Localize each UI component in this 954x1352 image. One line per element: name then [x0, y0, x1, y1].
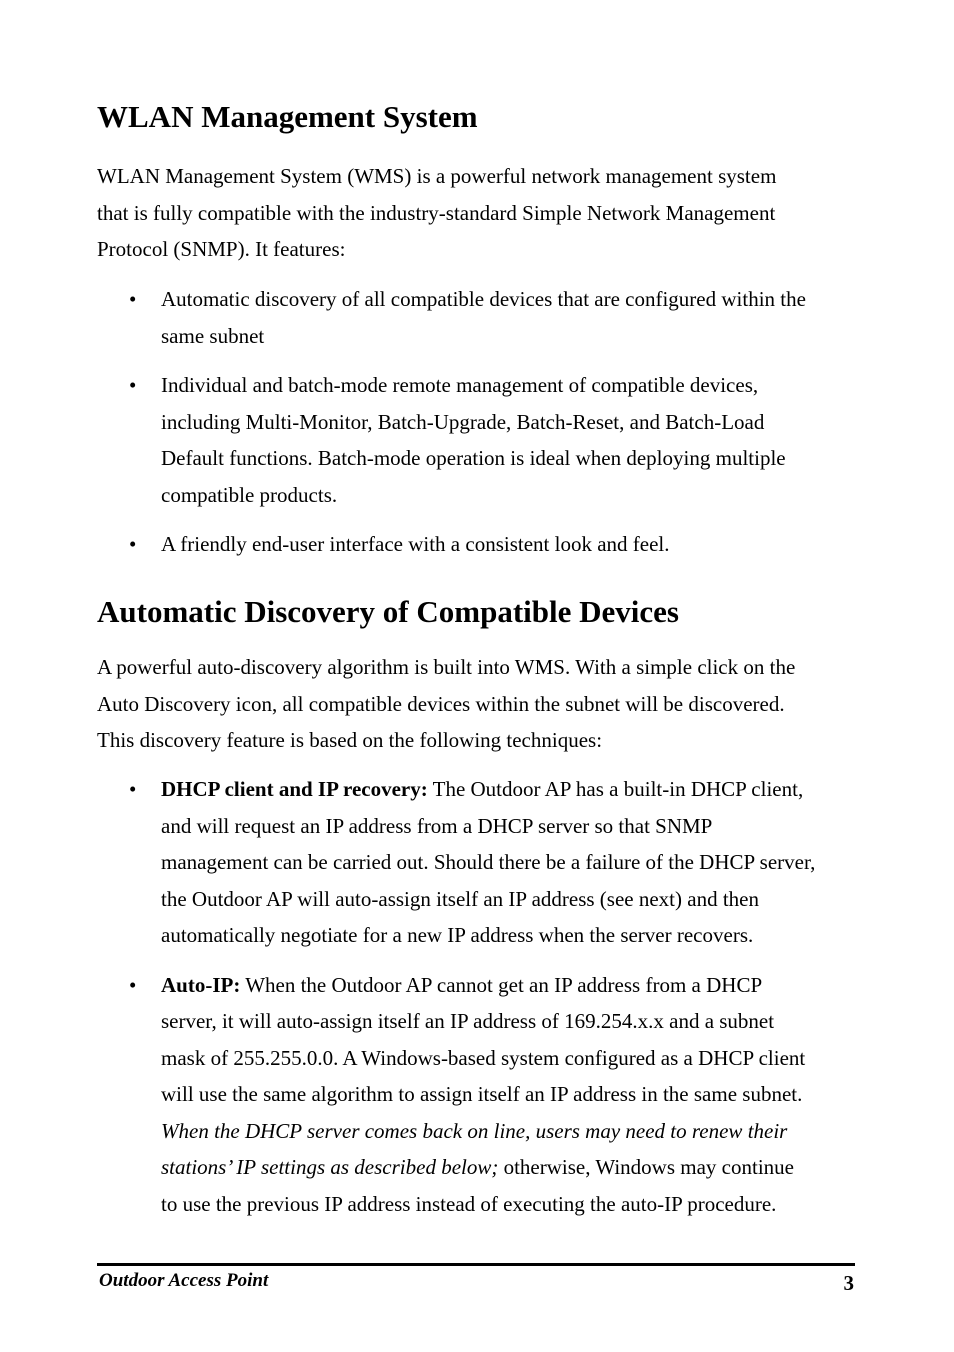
italic-note-line: stations’ IP settings as described below;	[161, 1155, 499, 1179]
wms-features-list	[161, 281, 871, 576]
text-line: This discovery feature is based on the following techniques:	[97, 728, 603, 752]
discovery-intro-paragraph	[97, 649, 867, 759]
text-line: otherwise, Windows may continue	[498, 1155, 794, 1179]
text-line: Auto Discovery icon, all compatible devices within the subnet will be discovered.	[97, 691, 785, 716]
text-line: management can be carried out. Should there be a failure of the DHCP server,	[161, 850, 816, 874]
text-line: and will request an IP address from a DHCP server so that SNMP	[161, 813, 713, 838]
text-line: When the Outdoor AP cannot get an IP address from a DHCP	[240, 972, 763, 997]
auto-ip-term: Auto-IP:	[161, 972, 241, 997]
text-line: The Outdoor AP has a built-in DHCP client,	[427, 777, 804, 801]
text-line: A powerful auto-discovery algorithm is built into WMS. With a simple click on the	[97, 655, 796, 679]
text-line: A friendly end-user interface with a consistent look and feel.	[161, 532, 670, 556]
page-number: 3	[843, 1271, 854, 1295]
text-line: that is fully compatible with the industry-standard Simple Network Management	[97, 200, 776, 225]
text-line: Individual and batch-mode remote management of compatible devices,	[161, 373, 759, 397]
italic-note-line: When the DHCP server comes back on line, users may need to renew their	[161, 1118, 788, 1143]
text-line: same subnet	[161, 323, 265, 348]
text-line: automatically negotiate for a new IP address when the server recovers.	[161, 923, 754, 947]
section-heading-automatic-discovery: Automatic Discovery of Compatible Devices	[97, 594, 679, 629]
text-line: compatible products.	[161, 482, 338, 507]
text-line: including Multi-Monitor, Batch-Upgrade, Batch-Reset, and Batch-Load	[161, 409, 765, 434]
text-line: Automatic discovery of all compatible devices that are configured within the	[161, 287, 806, 311]
text-line: mask of 255.255.0.0. A Windows-based system configured as a DHCP client	[161, 1045, 806, 1070]
list-item	[161, 367, 871, 513]
list-item	[161, 526, 871, 563]
section-heading-wlan-management: WLAN Management System	[97, 99, 478, 134]
footer-divider	[97, 1263, 855, 1266]
discovery-techniques-list	[161, 771, 871, 1235]
list-item-auto-ip	[161, 967, 871, 1223]
text-line: the Outdoor AP will auto-assign itself an IP address (see next) and then	[161, 886, 759, 911]
footer-document-title: Outdoor Access Point	[99, 1270, 269, 1291]
dhcp-term: DHCP client and IP recovery:	[161, 777, 428, 801]
list-item	[161, 281, 871, 354]
wms-intro-paragraph	[97, 158, 867, 268]
text-line: Default functions. Batch-mode operation is ideal when deploying multiple	[161, 446, 786, 470]
text-line: to use the previous IP address instead of executing the auto-IP procedure.	[161, 1191, 777, 1216]
text-line: will use the same algorithm to assign itself an IP address in the same subnet.	[161, 1082, 803, 1106]
text-line: server, it will auto-assign itself an IP address of 169.254.x.x and a subnet	[161, 1009, 775, 1033]
list-item-dhcp	[161, 771, 871, 954]
text-line: WLAN Management System (WMS) is a powerful network management system	[97, 164, 777, 188]
text-line: Protocol (SNMP). It features:	[97, 237, 346, 261]
